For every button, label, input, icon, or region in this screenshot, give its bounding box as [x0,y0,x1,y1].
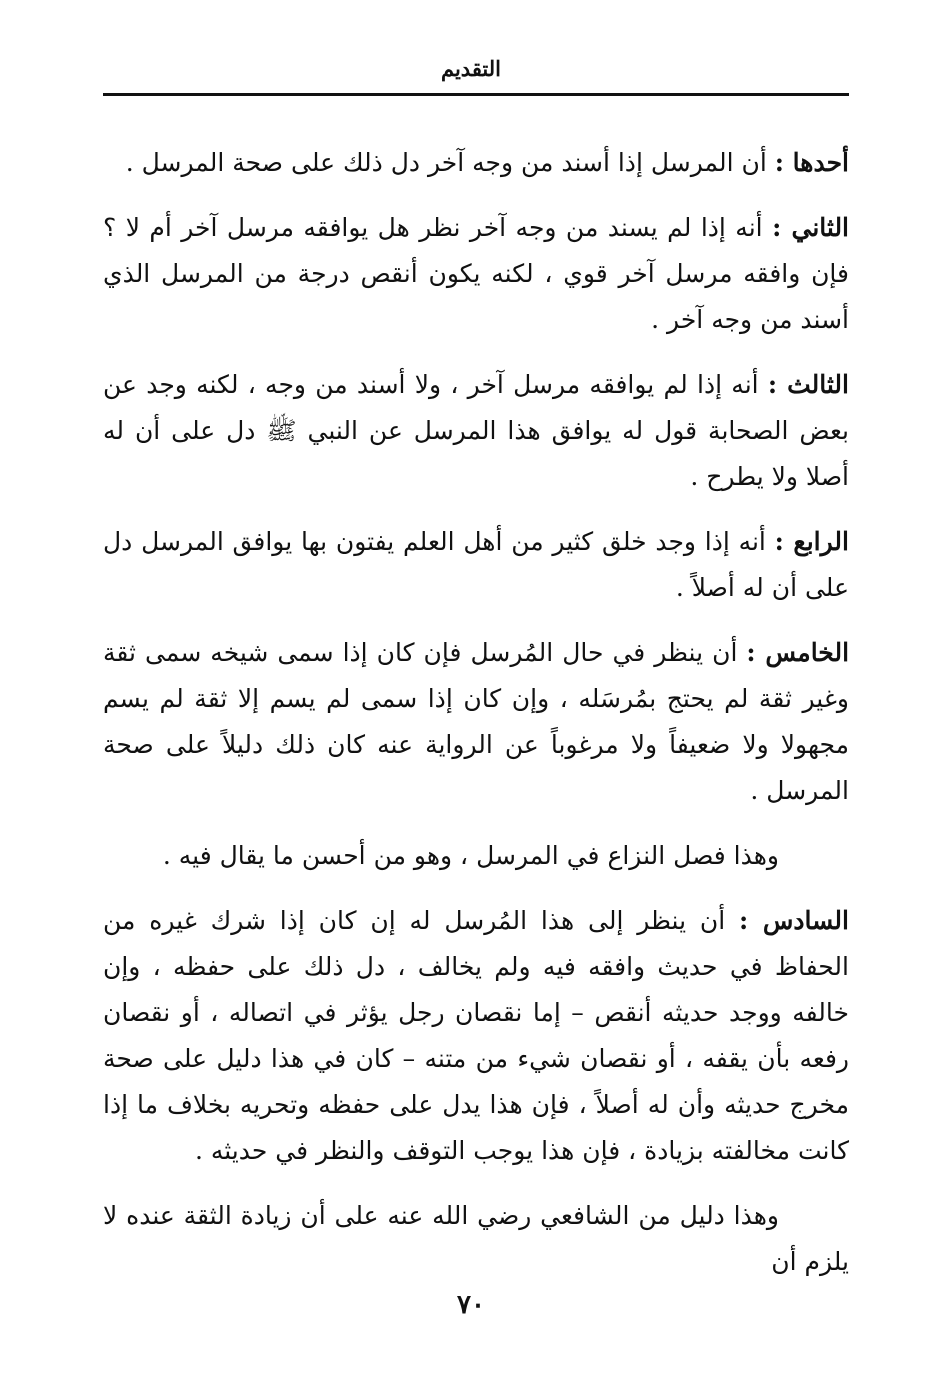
paragraph-lead: الخامس : [746,638,850,667]
paragraph-second [103,205,849,343]
body-text [103,140,849,1304]
paragraph-fifth [103,630,849,814]
header-rule [103,93,849,96]
paragraph-lead: السادس : [739,906,849,935]
paragraph-lead: الثالث : [767,370,849,399]
paragraph-closing [103,1193,849,1285]
paragraph-third [103,362,849,500]
paragraph-lead: أحدها : [774,148,849,177]
paragraph-text: أن ينظر إلى هذا المُرسل له إن كان إذا شرك غيره من الحفاظ في حديث وافقه فيه ولم يخالف ، دل ذلك على حفظه ، وإن خالفه ووجد حديثه أنقص – إما نقصان رجل يؤثر في اتصاله ، أو نقصان رفعه بأن يقفه ، أو نقصان شيء من متنه – كان في هذا دليل على صحة مخرج حديثه وأن له أصلاً ، فإن هذا يدل على حفظه وتحريه بخلاف ما إذا كانت مخالفته بزيادة ، فإن هذا يوجب التوقف والنظر في حديثه . [103,906,849,1165]
paragraph-text: أنه إذا لم يوافقه مرسل آخر ، ولا أسند من وجه ، لكنه وجد عن بعض الصحابة قول له يوافق هذا المرسل عن النبي ﷺ دل على أن له أصلا ولا يطرح . [103,370,849,491]
page-number: ٧٠ [457,1290,485,1320]
paragraph-text: أنه إذا لم يسند من وجه آخر نظر هل يوافقه مرسل آخر أم لا ؟ فإن وافقه مرسل آخر قوي ، لكنه يكون أنقص درجة من المرسل الذي أسند من وجه آخر . [103,213,849,334]
running-header: التقديم [440,56,502,81]
paragraph-first [103,140,849,186]
paragraph-lead: الثاني : [772,213,850,242]
paragraph-comment [103,833,849,879]
paragraph-text: وهذا فصل النزاع في المرسل ، وهو من أحسن ما يقال فيه . [162,841,779,870]
paragraph-text: أن المرسل إذا أسند من وجه آخر دل ذلك على صحة المرسل . [125,148,775,177]
paragraph-text: وهذا دليل من الشافعي رضي الله عنه على أن زيادة الثقة عنده لا يلزم أن [103,1201,849,1276]
paragraph-text: أنه إذا وجد خلق كثير من أهل العلم يفتون بها يوافق المرسل دل على أن له أصلاً . [103,527,849,602]
paragraph-sixth [103,898,849,1174]
paragraph-text: أن ينظر في حال المُرسل فإن كان إذا سمى شيخه سمى ثقة وغير ثقة لم يحتج بمُرسَله ، وإن كان إذا سمى لم يسم إلا ثقة لم يسم مجهولا ولا ضعيفاً ولا مرغوباً عن الرواية عنه كان ذلك دليلاً على صحة المرسل . [103,638,849,805]
paragraph-lead: الرابع : [774,527,849,556]
paragraph-fourth [103,519,849,611]
